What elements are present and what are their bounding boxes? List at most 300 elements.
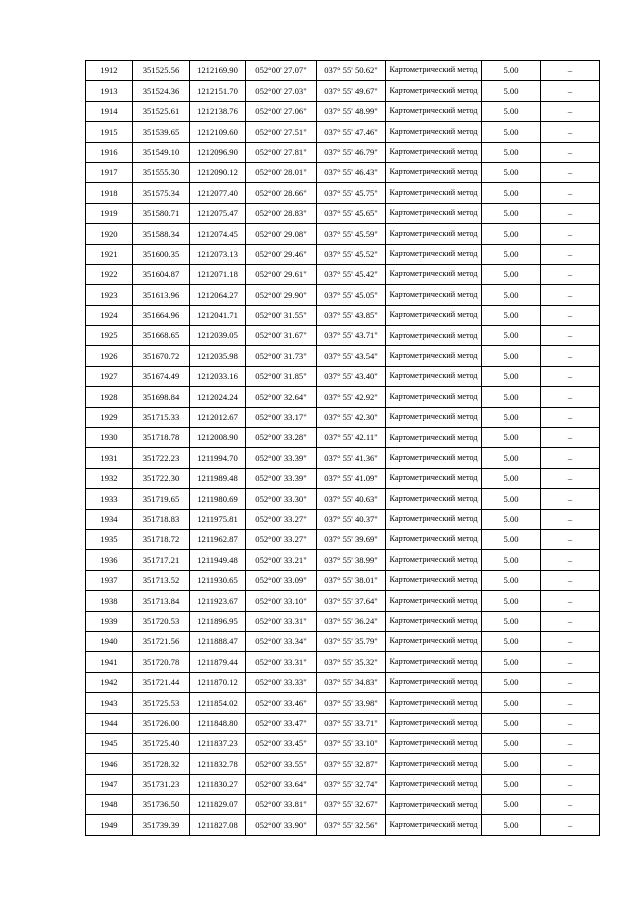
point-number-cell: 1924 [86,305,133,325]
table-row [86,754,600,774]
empty-value-cell: – [541,631,600,651]
coordinates-table [85,60,600,836]
point-number-cell: 1918 [86,183,133,203]
table-row [86,652,600,672]
point-number-cell: 1917 [86,162,133,182]
accuracy-cell: 5.00 [482,142,541,162]
y-coordinate-cell: 1212151.70 [190,81,246,101]
empty-value-cell: – [541,305,600,325]
empty-value-cell: – [541,815,600,835]
longitude-cell: 037° 55' 36.24" [317,611,386,631]
x-coordinate-cell: 351668.65 [133,326,190,346]
longitude-cell: 037° 55' 33.98" [317,693,386,713]
point-number-cell: 1919 [86,203,133,223]
y-coordinate-cell: 1211989.48 [190,468,246,488]
table-row [86,142,600,162]
longitude-cell: 037° 55' 50.62" [317,61,386,81]
point-number-cell: 1920 [86,224,133,244]
point-number-cell: 1913 [86,81,133,101]
table-row [86,81,600,101]
method-cell: Картометрический метод [386,795,482,815]
y-coordinate-cell: 1211930.65 [190,570,246,590]
longitude-cell: 037° 55' 32.56" [317,815,386,835]
latitude-cell: 052°00' 33.39" [246,468,317,488]
accuracy-cell: 5.00 [482,203,541,223]
y-coordinate-cell: 1212169.90 [190,61,246,81]
method-cell: Картометрический метод [386,285,482,305]
method-cell: Картометрический метод [386,468,482,488]
latitude-cell: 052°00' 33.21" [246,550,317,570]
y-coordinate-cell: 1212064.27 [190,285,246,305]
table-row [86,631,600,651]
point-number-cell: 1949 [86,815,133,835]
empty-value-cell: – [541,203,600,223]
method-cell: Картометрический метод [386,489,482,509]
accuracy-cell: 5.00 [482,795,541,815]
latitude-cell: 052°00' 33.31" [246,611,317,631]
y-coordinate-cell: 1211827.08 [190,815,246,835]
method-cell: Картометрический метод [386,346,482,366]
table-row [86,448,600,468]
x-coordinate-cell: 351664.96 [133,305,190,325]
longitude-cell: 037° 55' 35.79" [317,631,386,651]
table-row [86,203,600,223]
accuracy-cell: 5.00 [482,774,541,794]
y-coordinate-cell: 1211949.48 [190,550,246,570]
point-number-cell: 1930 [86,428,133,448]
point-number-cell: 1935 [86,529,133,549]
x-coordinate-cell: 351715.33 [133,407,190,427]
latitude-cell: 052°00' 33.27" [246,509,317,529]
latitude-cell: 052°00' 33.81" [246,795,317,815]
x-coordinate-cell: 351722.23 [133,448,190,468]
longitude-cell: 037° 55' 38.99" [317,550,386,570]
latitude-cell: 052°00' 33.17" [246,407,317,427]
accuracy-cell: 5.00 [482,652,541,672]
x-coordinate-cell: 351713.84 [133,591,190,611]
longitude-cell: 037° 55' 40.37" [317,509,386,529]
latitude-cell: 052°00' 33.30" [246,489,317,509]
empty-value-cell: – [541,672,600,692]
accuracy-cell: 5.00 [482,387,541,407]
empty-value-cell: – [541,224,600,244]
empty-value-cell: – [541,448,600,468]
method-cell: Картометрический метод [386,264,482,284]
method-cell: Картометрический метод [386,611,482,631]
method-cell: Картометрический метод [386,407,482,427]
method-cell: Картометрический метод [386,428,482,448]
longitude-cell: 037° 55' 45.52" [317,244,386,264]
table-row [86,713,600,733]
accuracy-cell: 5.00 [482,631,541,651]
accuracy-cell: 5.00 [482,101,541,121]
method-cell: Картометрический метод [386,203,482,223]
latitude-cell: 052°00' 31.55" [246,305,317,325]
point-number-cell: 1915 [86,122,133,142]
longitude-cell: 037° 55' 43.71" [317,326,386,346]
empty-value-cell: – [541,326,600,346]
empty-value-cell: – [541,754,600,774]
latitude-cell: 052°00' 33.64" [246,774,317,794]
table-row [86,366,600,386]
point-number-cell: 1921 [86,244,133,264]
longitude-cell: 037° 55' 33.71" [317,713,386,733]
table-row [86,509,600,529]
method-cell: Картометрический метод [386,550,482,570]
table-row [86,672,600,692]
method-cell: Картометрический метод [386,81,482,101]
x-coordinate-cell: 351525.61 [133,101,190,121]
accuracy-cell: 5.00 [482,326,541,346]
latitude-cell: 052°00' 32.64" [246,387,317,407]
x-coordinate-cell: 351613.96 [133,285,190,305]
empty-value-cell: – [541,366,600,386]
accuracy-cell: 5.00 [482,611,541,631]
table-row [86,795,600,815]
longitude-cell: 037° 55' 45.75" [317,183,386,203]
table-row [86,693,600,713]
empty-value-cell: – [541,468,600,488]
method-cell: Картометрический метод [386,142,482,162]
empty-value-cell: – [541,101,600,121]
x-coordinate-cell: 351720.53 [133,611,190,631]
x-coordinate-cell: 351555.30 [133,162,190,182]
empty-value-cell: – [541,774,600,794]
empty-value-cell: – [541,61,600,81]
x-coordinate-cell: 351722.30 [133,468,190,488]
longitude-cell: 037° 55' 42.30" [317,407,386,427]
accuracy-cell: 5.00 [482,224,541,244]
point-number-cell: 1927 [86,366,133,386]
latitude-cell: 052°00' 27.51" [246,122,317,142]
longitude-cell: 037° 55' 35.32" [317,652,386,672]
accuracy-cell: 5.00 [482,693,541,713]
table-row [86,326,600,346]
method-cell: Картометрический метод [386,733,482,753]
longitude-cell: 037° 55' 33.10" [317,733,386,753]
latitude-cell: 052°00' 33.27" [246,529,317,549]
x-coordinate-cell: 351604.87 [133,264,190,284]
empty-value-cell: – [541,264,600,284]
accuracy-cell: 5.00 [482,305,541,325]
accuracy-cell: 5.00 [482,183,541,203]
accuracy-cell: 5.00 [482,733,541,753]
accuracy-cell: 5.00 [482,713,541,733]
point-number-cell: 1912 [86,61,133,81]
latitude-cell: 052°00' 29.90" [246,285,317,305]
latitude-cell: 052°00' 33.34" [246,631,317,651]
point-number-cell: 1947 [86,774,133,794]
point-number-cell: 1936 [86,550,133,570]
method-cell: Картометрический метод [386,366,482,386]
y-coordinate-cell: 1212033.16 [190,366,246,386]
x-coordinate-cell: 351524.36 [133,81,190,101]
accuracy-cell: 5.00 [482,570,541,590]
x-coordinate-cell: 351736.50 [133,795,190,815]
x-coordinate-cell: 351718.78 [133,428,190,448]
method-cell: Картометрический метод [386,61,482,81]
accuracy-cell: 5.00 [482,591,541,611]
table-row [86,162,600,182]
point-number-cell: 1938 [86,591,133,611]
longitude-cell: 037° 55' 45.65" [317,203,386,223]
x-coordinate-cell: 351575.34 [133,183,190,203]
accuracy-cell: 5.00 [482,346,541,366]
longitude-cell: 037° 55' 45.59" [317,224,386,244]
method-cell: Картометрический метод [386,631,482,651]
latitude-cell: 052°00' 33.46" [246,693,317,713]
x-coordinate-cell: 351580.71 [133,203,190,223]
accuracy-cell: 5.00 [482,366,541,386]
x-coordinate-cell: 351721.56 [133,631,190,651]
empty-value-cell: – [541,652,600,672]
point-number-cell: 1925 [86,326,133,346]
point-number-cell: 1923 [86,285,133,305]
latitude-cell: 052°00' 27.06" [246,101,317,121]
empty-value-cell: – [541,795,600,815]
point-number-cell: 1916 [86,142,133,162]
x-coordinate-cell: 351539.65 [133,122,190,142]
empty-value-cell: – [541,529,600,549]
method-cell: Картометрический метод [386,713,482,733]
coordinates-table-body [86,61,600,836]
latitude-cell: 052°00' 33.39" [246,448,317,468]
x-coordinate-cell: 351739.39 [133,815,190,835]
latitude-cell: 052°00' 29.61" [246,264,317,284]
method-cell: Картометрический метод [386,224,482,244]
longitude-cell: 037° 55' 37.64" [317,591,386,611]
method-cell: Картометрический метод [386,305,482,325]
empty-value-cell: – [541,162,600,182]
longitude-cell: 037° 55' 45.05" [317,285,386,305]
x-coordinate-cell: 351726.00 [133,713,190,733]
table-row [86,407,600,427]
latitude-cell: 052°00' 27.81" [246,142,317,162]
point-number-cell: 1940 [86,631,133,651]
table-row [86,387,600,407]
empty-value-cell: – [541,509,600,529]
longitude-cell: 037° 55' 46.79" [317,142,386,162]
longitude-cell: 037° 55' 38.01" [317,570,386,590]
empty-value-cell: – [541,183,600,203]
method-cell: Картометрический метод [386,509,482,529]
accuracy-cell: 5.00 [482,244,541,264]
x-coordinate-cell: 351698.84 [133,387,190,407]
table-row [86,285,600,305]
empty-value-cell: – [541,407,600,427]
y-coordinate-cell: 1211848.80 [190,713,246,733]
y-coordinate-cell: 1211829.07 [190,795,246,815]
point-number-cell: 1929 [86,407,133,427]
accuracy-cell: 5.00 [482,468,541,488]
y-coordinate-cell: 1212077.40 [190,183,246,203]
point-number-cell: 1932 [86,468,133,488]
empty-value-cell: – [541,387,600,407]
method-cell: Картометрический метод [386,652,482,672]
latitude-cell: 052°00' 33.47" [246,713,317,733]
table-row [86,733,600,753]
longitude-cell: 037° 55' 42.92" [317,387,386,407]
table-row [86,774,600,794]
y-coordinate-cell: 1212074.45 [190,224,246,244]
latitude-cell: 052°00' 33.55" [246,754,317,774]
table-row [86,122,600,142]
table-row [86,611,600,631]
point-number-cell: 1914 [86,101,133,121]
table-row [86,264,600,284]
table-row [86,183,600,203]
empty-value-cell: – [541,591,600,611]
y-coordinate-cell: 1212096.90 [190,142,246,162]
point-number-cell: 1931 [86,448,133,468]
y-coordinate-cell: 1212039.05 [190,326,246,346]
accuracy-cell: 5.00 [482,407,541,427]
accuracy-cell: 5.00 [482,489,541,509]
table-row [86,346,600,366]
x-coordinate-cell: 351725.53 [133,693,190,713]
point-number-cell: 1941 [86,652,133,672]
method-cell: Картометрический метод [386,183,482,203]
y-coordinate-cell: 1212075.47 [190,203,246,223]
y-coordinate-cell: 1211879.44 [190,652,246,672]
y-coordinate-cell: 1211837.23 [190,733,246,753]
x-coordinate-cell: 351720.78 [133,652,190,672]
latitude-cell: 052°00' 27.03" [246,81,317,101]
method-cell: Картометрический метод [386,326,482,346]
y-coordinate-cell: 1211870.12 [190,672,246,692]
table-row [86,529,600,549]
point-number-cell: 1944 [86,713,133,733]
empty-value-cell: – [541,285,600,305]
method-cell: Картометрический метод [386,672,482,692]
y-coordinate-cell: 1211962.87 [190,529,246,549]
x-coordinate-cell: 351728.32 [133,754,190,774]
longitude-cell: 037° 55' 32.74" [317,774,386,794]
longitude-cell: 037° 55' 49.67" [317,81,386,101]
longitude-cell: 037° 55' 32.67" [317,795,386,815]
method-cell: Картометрический метод [386,122,482,142]
longitude-cell: 037° 55' 41.36" [317,448,386,468]
table-row [86,570,600,590]
method-cell: Картометрический метод [386,815,482,835]
empty-value-cell: – [541,244,600,264]
point-number-cell: 1939 [86,611,133,631]
x-coordinate-cell: 351721.44 [133,672,190,692]
y-coordinate-cell: 1212138.76 [190,101,246,121]
method-cell: Картометрический метод [386,529,482,549]
point-number-cell: 1946 [86,754,133,774]
accuracy-cell: 5.00 [482,754,541,774]
latitude-cell: 052°00' 31.85" [246,366,317,386]
x-coordinate-cell: 351719.65 [133,489,190,509]
y-coordinate-cell: 1211830.27 [190,774,246,794]
longitude-cell: 037° 55' 40.63" [317,489,386,509]
point-number-cell: 1933 [86,489,133,509]
method-cell: Картометрический метод [386,570,482,590]
point-number-cell: 1943 [86,693,133,713]
point-number-cell: 1926 [86,346,133,366]
method-cell: Картометрический метод [386,754,482,774]
latitude-cell: 052°00' 33.10" [246,591,317,611]
accuracy-cell: 5.00 [482,529,541,549]
method-cell: Картометрический метод [386,448,482,468]
longitude-cell: 037° 55' 39.69" [317,529,386,549]
longitude-cell: 037° 55' 42.11" [317,428,386,448]
x-coordinate-cell: 351600.35 [133,244,190,264]
point-number-cell: 1934 [86,509,133,529]
empty-value-cell: – [541,142,600,162]
y-coordinate-cell: 1212073.13 [190,244,246,264]
y-coordinate-cell: 1212041.71 [190,305,246,325]
longitude-cell: 037° 55' 34.83" [317,672,386,692]
empty-value-cell: – [541,428,600,448]
latitude-cell: 052°00' 31.67" [246,326,317,346]
accuracy-cell: 5.00 [482,61,541,81]
y-coordinate-cell: 1212090.12 [190,162,246,182]
y-coordinate-cell: 1211832.78 [190,754,246,774]
x-coordinate-cell: 351718.83 [133,509,190,529]
latitude-cell: 052°00' 33.09" [246,570,317,590]
x-coordinate-cell: 351718.72 [133,529,190,549]
empty-value-cell: – [541,81,600,101]
table-row [86,489,600,509]
table-row [86,428,600,448]
y-coordinate-cell: 1212012.67 [190,407,246,427]
table-row [86,244,600,264]
y-coordinate-cell: 1211923.67 [190,591,246,611]
x-coordinate-cell: 351717.21 [133,550,190,570]
x-coordinate-cell: 351549.10 [133,142,190,162]
latitude-cell: 052°00' 28.83" [246,203,317,223]
latitude-cell: 052°00' 33.33" [246,672,317,692]
accuracy-cell: 5.00 [482,285,541,305]
y-coordinate-cell: 1212008.90 [190,428,246,448]
y-coordinate-cell: 1211994.70 [190,448,246,468]
latitude-cell: 052°00' 28.01" [246,162,317,182]
accuracy-cell: 5.00 [482,428,541,448]
latitude-cell: 052°00' 33.28" [246,428,317,448]
longitude-cell: 037° 55' 32.87" [317,754,386,774]
longitude-cell: 037° 55' 43.85" [317,305,386,325]
y-coordinate-cell: 1212109.60 [190,122,246,142]
accuracy-cell: 5.00 [482,448,541,468]
method-cell: Картометрический метод [386,693,482,713]
table-row [86,550,600,570]
longitude-cell: 037° 55' 43.40" [317,366,386,386]
y-coordinate-cell: 1212071.18 [190,264,246,284]
table-row [86,468,600,488]
x-coordinate-cell: 351674.49 [133,366,190,386]
empty-value-cell: – [541,346,600,366]
x-coordinate-cell: 351525.56 [133,61,190,81]
accuracy-cell: 5.00 [482,672,541,692]
latitude-cell: 052°00' 28.66" [246,183,317,203]
point-number-cell: 1948 [86,795,133,815]
y-coordinate-cell: 1211888.47 [190,631,246,651]
y-coordinate-cell: 1211896.95 [190,611,246,631]
empty-value-cell: – [541,122,600,142]
longitude-cell: 037° 55' 48.99" [317,101,386,121]
method-cell: Картометрический метод [386,162,482,182]
x-coordinate-cell: 351670.72 [133,346,190,366]
accuracy-cell: 5.00 [482,122,541,142]
accuracy-cell: 5.00 [482,81,541,101]
latitude-cell: 052°00' 27.07" [246,61,317,81]
table-row [86,591,600,611]
table-row [86,815,600,835]
empty-value-cell: – [541,611,600,631]
x-coordinate-cell: 351588.34 [133,224,190,244]
